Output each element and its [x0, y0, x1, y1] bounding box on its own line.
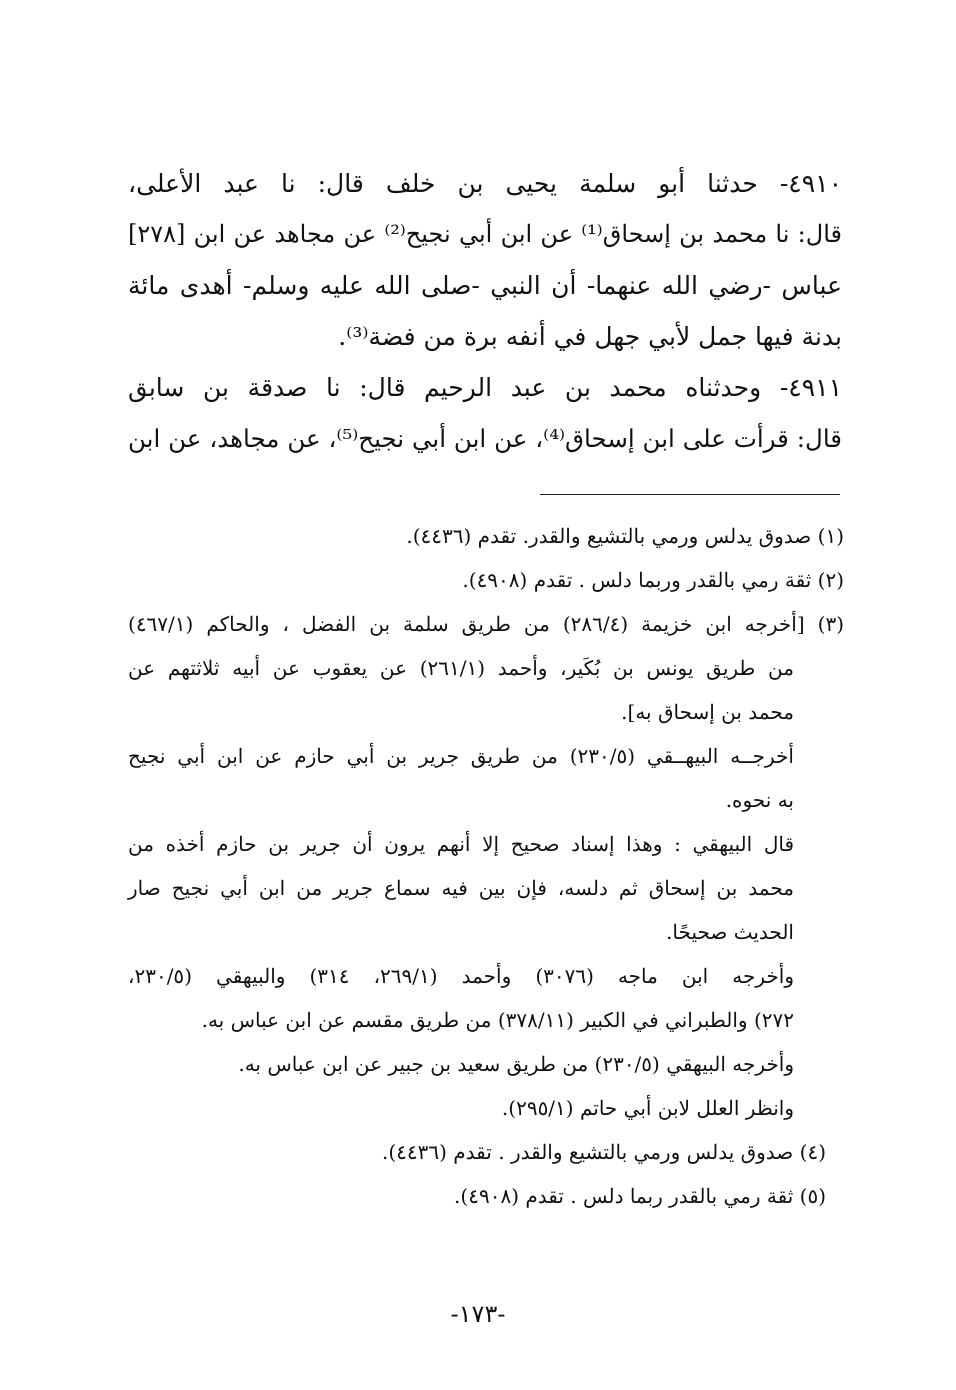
footnote-3-line-2: من طريق يونس بن بُكَير، وأحمد (٢٦١/١) عن يعقوب عن أبيه ثلاثتهم عن [128, 656, 794, 680]
footnote-3-line-9: وأخرجه ابن ماجه (٣٠٧٦) وأحمد (٢٦٩/١، ٣١٤) والبيهقي (٢٣٠/٥، [128, 964, 794, 988]
footnote-3-line-11: وأخرجه البيهقي (٢٣٠/٥) من طريق سعيد بن جبير عن ابن عباس به. [238, 1052, 794, 1076]
main-line-1: ٤٩١٠- حدثنا أبو سلمة يحيى بن خلف قال: نا عبد الأعلى، [128, 169, 842, 198]
footnote-5: (٥) ثقة رمي بالقدر ربما دلس . تقدم (٤٩٠٨). [454, 1184, 826, 1208]
footnote-3-line-1: (٣) [أخرجه ابن خزيمة (٢٨٦/٤) من طريق سلمة بن الفضل ، والحاكم (٤٦٧/١) [128, 612, 844, 636]
footnote-1: (١) صدوق يدلس ورمي بالتشيع والقدر. تقدم (٤٤٣٦). [406, 524, 844, 548]
footnote-3-line-12: وانظر العلل لابن أبي حاتم (٢٩٥/١). [501, 1096, 794, 1120]
page-number: -١٧٣- [450, 1300, 506, 1328]
footnotes-block [128, 514, 844, 1218]
footnote-4: (٤) صدوق يدلس ورمي بالتشيع والقدر . تقدم (٤٤٣٦). [382, 1140, 826, 1164]
main-text-block [128, 158, 842, 464]
footnote-3-line-5: به نحوه. [725, 788, 794, 812]
footnote-3-line-10: ٢٧٢) والطبراني في الكبير (٣٧٨/١١) من طريق مقسم عن ابن عباس به. [201, 1008, 794, 1032]
footnote-3-line-6: قال البيهقي : وهذا إسناد صحيح إلا أنهم يرون أن جرير بن حازم أخذه من [128, 832, 794, 856]
footnote-3-line-8: الحديث صحيحًا. [666, 920, 794, 944]
footnote-3-line-4: أخرجــه البيهــقي (٢٣٠/٥) من طريق جرير بن أبي حازم عن ابن أبي نجيح [128, 744, 794, 768]
main-line-5: ٤٩١١- وحدثناه محمد بن عبد الرحيم قال: نا صدقة بن سابق [128, 373, 842, 402]
footnote-3-line-3: محمد بن إسحاق به]. [621, 700, 794, 724]
footnote-divider [540, 494, 840, 495]
main-line-3: عباس -رضي الله عنهما- أن النبي -صلى الله عليه وسلم- أهدى مائة [128, 271, 842, 300]
main-line-4: بدنة فيها جمل لأبي جهل في أنفه برة من فضة⁽³⁾. [338, 322, 842, 351]
main-line-2: قال: نا محمد بن إسحاق⁽¹⁾ عن ابن أبي نجيح⁽²⁾ عن مجاهد عن ابن [٢٧٨] [128, 220, 842, 248]
main-line-6: قال: قرأت على ابن إسحاق⁽⁴⁾، عن ابن أبي نجيح⁽⁵⁾، عن مجاهد، عن ابن [128, 424, 842, 453]
footnote-2: (٢) ثقة رمي بالقدر وربما دلس . تقدم (٤٩٠٨). [462, 568, 844, 592]
footnote-3-line-7: محمد بن إسحاق ثم دلسه، فإن بين فيه سماع جرير من ابن أبي نجيح صار [128, 876, 794, 900]
